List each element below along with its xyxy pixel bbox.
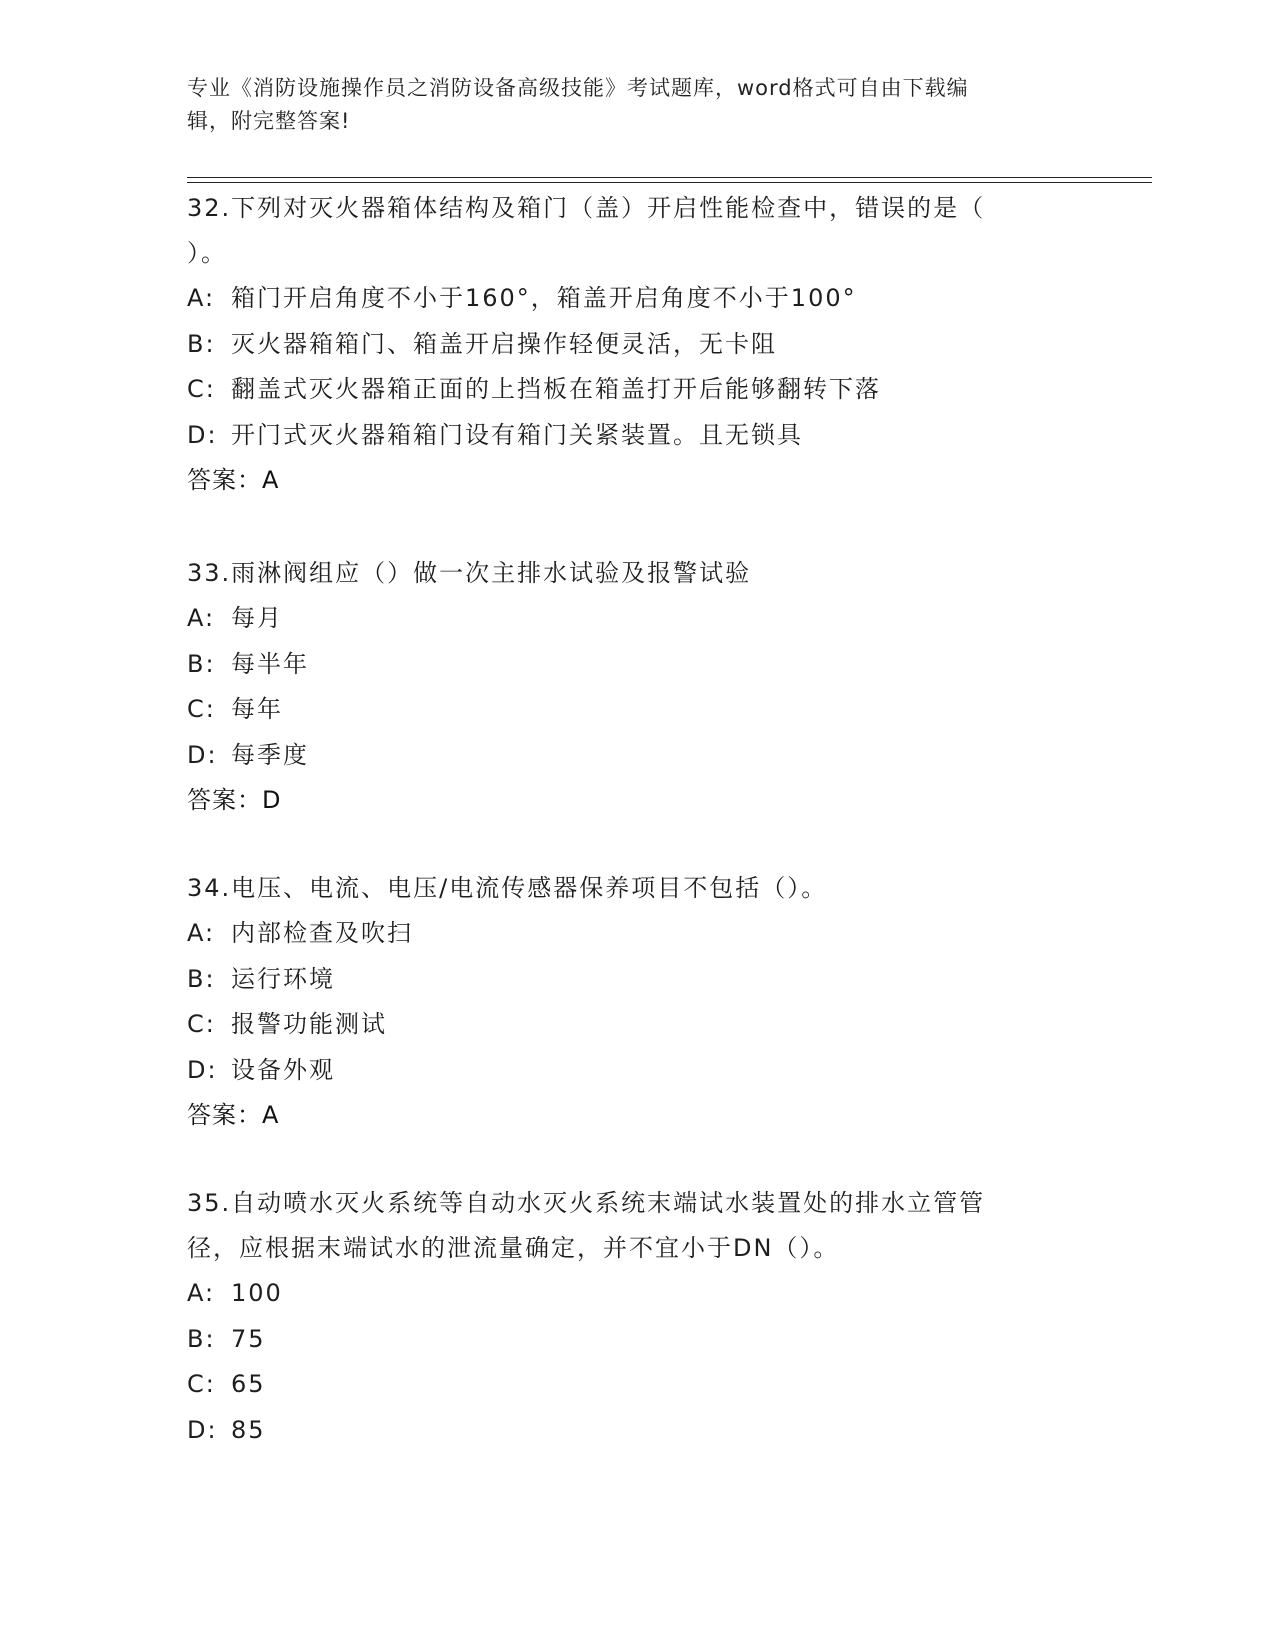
option-b (187, 322, 1087, 368)
option-key: D: (187, 1055, 218, 1084)
answer-label: 答案： (187, 1101, 262, 1129)
option-d (187, 413, 1087, 459)
option-key: A: (187, 604, 216, 632)
option-key: C: (187, 1010, 216, 1038)
question-text-line-1: 35.自动喷水灭火系统等自动水灭火系统末端试水装置处的排水立管管 (187, 1189, 986, 1217)
option-text: 开门式灭火器箱箱门设有箱门关紧装置。且无锁具 (231, 420, 803, 449)
header-rule-top (187, 177, 1152, 178)
option-key: D: (187, 740, 218, 769)
option-key: B: (187, 1324, 216, 1353)
option-text: 每半年 (231, 649, 309, 678)
option-text: 灭火器箱箱门、箱盖开启操作轻便灵活，无卡阻 (231, 329, 777, 358)
option-c (187, 1002, 1087, 1048)
answer-label: 答案： (187, 466, 262, 494)
option-key: C: (187, 1370, 216, 1398)
option-text: 65 (231, 1370, 266, 1398)
document-header (187, 72, 1067, 138)
option-a (187, 276, 1087, 322)
question-35 (187, 1181, 1087, 1453)
question-text-line-2: ）。 (187, 239, 227, 267)
question-32 (187, 186, 1087, 503)
option-c (187, 687, 1087, 733)
question-33 (187, 551, 1087, 823)
option-d (187, 1408, 1087, 1454)
option-text: 设备外观 (231, 1055, 335, 1084)
option-text: 翻盖式灭火器箱正面的上挡板在箱盖打开后能够翻转下落 (231, 375, 881, 403)
answer-value: D (262, 786, 282, 814)
option-b (187, 1317, 1087, 1363)
option-c (187, 367, 1087, 413)
option-key: B: (187, 329, 216, 358)
option-text: 报警功能测试 (231, 1010, 387, 1038)
option-a (187, 911, 1087, 957)
option-key: B: (187, 649, 216, 678)
option-text: 内部检查及吹扫 (231, 919, 413, 947)
answer-value: A (262, 1101, 280, 1129)
option-d (187, 733, 1087, 779)
option-text: 100 (231, 1279, 283, 1307)
option-text: 每年 (231, 695, 283, 723)
option-text: 箱门开启角度不小于160°，箱盖开启角度不小于100° (231, 284, 857, 312)
answer-line (187, 778, 1087, 823)
option-a (187, 1271, 1087, 1317)
option-b (187, 642, 1087, 688)
question-text-line-1: 34.电压、电流、电压/电流传感器保养项目不包括（）。 (187, 874, 828, 902)
option-key: B: (187, 964, 216, 993)
question-34 (187, 866, 1087, 1138)
answer-label: 答案： (187, 786, 262, 814)
question-text-line-1: 33.雨淋阀组应（）做一次主排水试验及报警试验 (187, 559, 752, 587)
option-b (187, 957, 1087, 1003)
option-key: D: (187, 420, 218, 449)
option-key: C: (187, 375, 216, 403)
option-c (187, 1362, 1087, 1408)
option-key: C: (187, 695, 216, 723)
option-key: D: (187, 1415, 218, 1444)
answer-value: A (262, 466, 280, 494)
header-rule-bottom (187, 182, 1152, 183)
option-a (187, 596, 1087, 642)
option-text: 85 (231, 1415, 266, 1444)
option-text: 75 (231, 1324, 266, 1353)
option-text: 运行环境 (231, 964, 335, 993)
question-text-line-1: 32.下列对灭火器箱体结构及箱门（盖）开启性能检查中，错误的是（ (187, 194, 986, 222)
option-key: A: (187, 919, 216, 947)
option-key: A: (187, 284, 216, 312)
option-key: A: (187, 1279, 216, 1307)
question-text-line-2: 径，应根据末端试水的泄流量确定，并不宜小于DN（）。 (187, 1234, 840, 1262)
answer-line (187, 458, 1087, 503)
answer-line (187, 1093, 1087, 1138)
header-line-1: 专业《消防设施操作员之消防设备高级技能》考试题库，word格式可自由下载编 (187, 76, 969, 100)
option-d (187, 1048, 1087, 1094)
option-text: 每月 (231, 604, 283, 632)
option-text: 每季度 (231, 740, 309, 769)
header-line-2: 辑，附完整答案! (187, 109, 351, 133)
